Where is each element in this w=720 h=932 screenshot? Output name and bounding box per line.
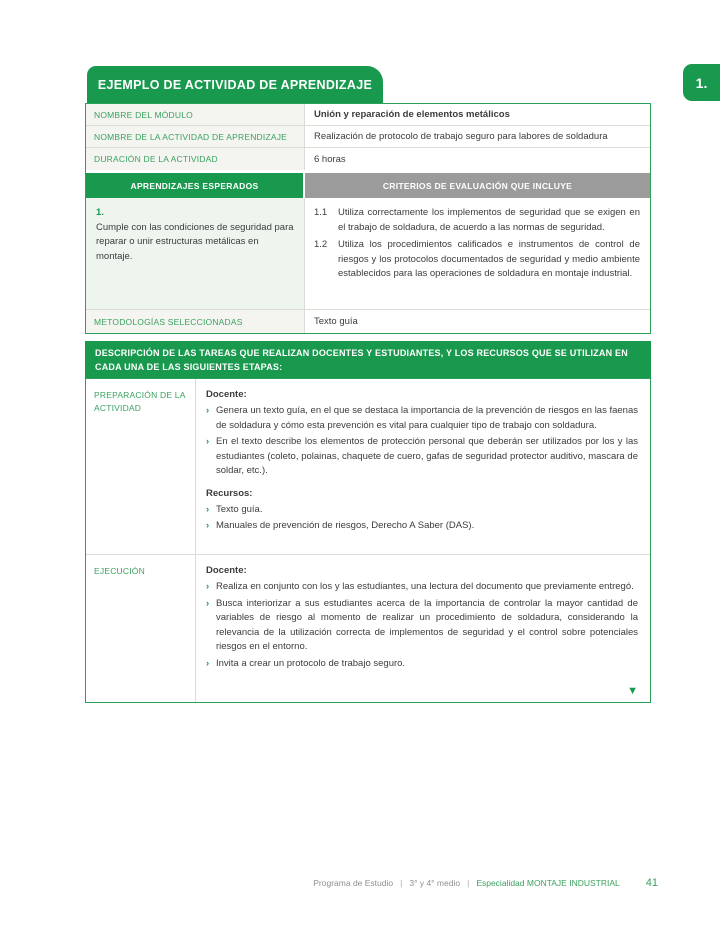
list-item — [206, 657, 638, 672]
methodology-value: Texto guía — [314, 316, 358, 327]
learning-outcomes-header: APRENDIZAJES ESPERADOS — [86, 173, 305, 198]
criteria-cell — [305, 198, 650, 309]
group-heading: Docente: — [206, 565, 247, 576]
footer-grade-text: 3° y 4° medio — [409, 878, 461, 888]
learning-outcome-cell — [86, 198, 305, 309]
tasks-description-banner — [85, 341, 651, 378]
section-number-tab — [683, 64, 720, 101]
group-heading: Recursos: — [206, 487, 253, 499]
footer-program-text: Programa de Estudio — [313, 878, 394, 888]
module-name-label: NOMBRE DEL MÓDULO — [86, 104, 305, 125]
content-group — [206, 387, 638, 479]
stage-execution-content — [196, 555, 650, 702]
content-group — [206, 486, 638, 534]
stage-preparation-content — [196, 379, 650, 554]
criteria-number: 1.1 — [314, 207, 328, 218]
page-title-label: EJEMPLO DE ACTIVIDAD DE APRENDIZAJE — [97, 77, 373, 92]
list-item — [206, 503, 638, 518]
stage-execution-label: EJECUCIÓN — [86, 555, 196, 702]
bullet-icon: › — [206, 436, 210, 447]
evaluation-criteria-header: CRITERIOS DE EVALUACIÓN QUE INCLUYE — [305, 173, 650, 198]
table-row — [86, 148, 650, 170]
bullet-icon: › — [206, 520, 210, 531]
table-row — [86, 310, 650, 333]
module-name-value: Unión y reparación de elementos metálicos — [314, 109, 510, 120]
criteria-item — [314, 206, 640, 235]
stages-table — [85, 378, 651, 703]
bullet-icon: › — [206, 597, 210, 609]
table-header-row — [86, 173, 650, 198]
content-group — [206, 563, 638, 671]
page-number: 41 — [645, 877, 658, 889]
list-item-text: Manuales de prevención de riesgos, Derecho A Saber (DAS). — [216, 520, 475, 531]
footer-separator: | — [400, 878, 403, 888]
criteria-item — [314, 238, 640, 282]
footer-specialty-text: Especialidad MONTAJE INDUSTRIAL — [476, 878, 620, 888]
bullet-icon: › — [206, 405, 210, 416]
list-item — [206, 435, 638, 479]
list-item-text: Texto guía. — [216, 503, 263, 515]
continuation-arrow-icon: ▼ — [627, 685, 638, 697]
list-item-text: Realiza en conjunto con los y las estudiantes, una lectura del documento que previamente entregó. — [216, 581, 634, 592]
criteria-text: Utiliza los procedimientos calificados e instrumentos de control de riesgos y los protocolos documentados de seguridad y medio ambiente establecidos para las operaciones de soldadura en montaje industrial. — [338, 239, 640, 279]
table-row — [86, 379, 650, 555]
stage-preparation-label: PREPARACIÓN DE LA ACTIVIDAD — [86, 379, 196, 554]
list-item-text: Invita a crear un protocolo de trabajo seguro. — [216, 657, 406, 669]
tasks-description-text: DESCRIPCIÓN DE LAS TAREAS QUE REALIZAN DOCENTES Y ESTUDIANTES, Y LOS RECURSOS QUE SE UTILIZAN EN CADA UNA DE LAS SIGUIENTES ETAPAS: — [95, 347, 628, 372]
duration-value: 6 horas — [314, 153, 346, 165]
section-number-label: 1. — [695, 74, 708, 91]
learning-outcome-number: 1. — [96, 207, 104, 218]
criteria-text: Utiliza correctamente los implementos de seguridad que se exigen en el trabajo de soldadura, de acuerdo a las normas de seguridad. — [338, 207, 640, 233]
table-row — [86, 198, 650, 310]
bullet-icon: › — [206, 503, 210, 515]
group-heading: Docente: — [206, 389, 247, 400]
bullet-icon: › — [206, 657, 210, 669]
list-item-text: Genera un texto guía, en el que se destaca la importancia de la prevención de riesgos en las faenas de soldadura y cómo esta prevención es vital para cualquier tipo de trabajo con soldadura. — [216, 405, 638, 431]
duration-label: DURACIÓN DE LA ACTIVIDAD — [86, 148, 305, 170]
table-row — [86, 126, 650, 148]
page-title — [87, 66, 383, 103]
list-item — [206, 580, 638, 595]
activity-info-table — [85, 103, 651, 334]
criteria-number: 1.2 — [314, 239, 328, 250]
activity-name-value: Realización de protocolo de trabajo seguro para labores de soldadura — [314, 131, 608, 142]
methodology-label: METODOLOGÍAS SELECCIONADAS — [86, 310, 305, 333]
page-footer — [313, 877, 658, 889]
bullet-icon: › — [206, 581, 210, 592]
list-item-text: Busca interiorizar a sus estudiantes acerca de la importancia de controlar la mayor cantidad de variables de riesgo al momento de realizar un procedimiento de soldadura, considerando la relevancia de la utilización correcta de implementos de seguridad y el control sobre potenciales riesgos en el entorno. — [216, 597, 638, 652]
list-item — [206, 597, 638, 655]
list-item — [206, 404, 638, 433]
list-item — [206, 519, 638, 534]
table-row — [86, 555, 650, 702]
activity-name-label: NOMBRE DE LA ACTIVIDAD DE APRENDIZAJE — [86, 126, 305, 147]
list-item-text: En el texto describe los elementos de protección personal que deberán ser utilizados por los y las estudiantes (coleto, polainas, chaquete de cuero, gafas de seguridad protector auditivo, mascara de soldar, etc.). — [216, 436, 638, 476]
table-row — [86, 104, 650, 126]
learning-outcome-text: Cumple con las condiciones de seguridad para reparar o unir estructuras metálicas en montaje. — [96, 221, 294, 262]
footer-separator: | — [467, 878, 470, 888]
